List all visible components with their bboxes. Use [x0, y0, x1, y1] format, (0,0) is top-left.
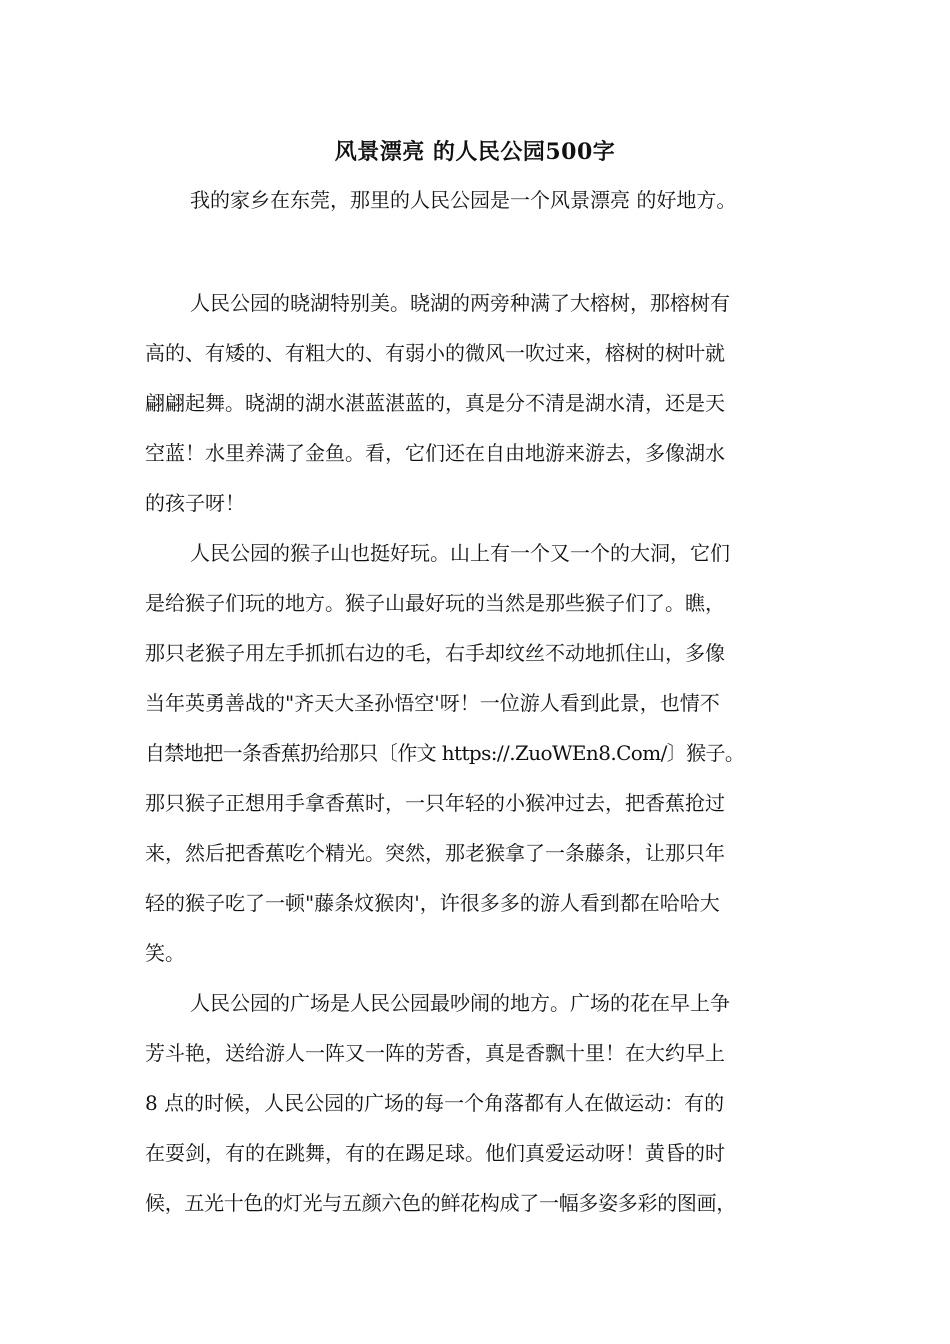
paragraph-1-line: 空蓝！水里养满了金鱼。看，它们还在自由地游来游去，多像湖水 — [145, 441, 725, 465]
paragraph-1-line: 的孩子呀！ — [145, 491, 245, 515]
paragraph-2-line: 当年英勇善战的"齐天大圣孙悟空'呀！一位游人看到此景，也情不 — [145, 691, 720, 715]
paragraph-2-line: 自禁地把一条香蕉扔给那只〔作文 https://.ZuoWEn8.Com/〕猴子。 — [145, 741, 745, 765]
paragraph-3-line: 候，五光十色的灯光与五颜六色的鲜花构成了一幅多姿多彩的图画， — [145, 1191, 736, 1215]
document-title: 风景漂亮 的人民公园500字 — [334, 139, 616, 165]
paragraph-1-line: 高的、有矮的、有粗大的、有弱小的微风一吹过来，榕树的树叶就 — [145, 341, 725, 365]
paragraph-1-line: 人民公园的晓湖特别美。晓湖的两旁种满了大榕树，那榕树有 — [190, 291, 730, 315]
paragraph-2-line: 笑。 — [145, 941, 185, 965]
paragraph-3-line: 人民公园的广场是人民公园最吵闹的地方。广场的花在早上争 — [190, 991, 730, 1015]
paragraph-3-line: 在耍剑，有的在跳舞，有的在踢足球。他们真爱运动呀！黄昏的时 — [145, 1141, 725, 1165]
paragraph-2-line: 轻的猴子吃了一顿"藤条炆猴肉'，许很多多的游人看到都在哈哈大 — [145, 891, 720, 915]
paragraph-2-line: 是给猴子们玩的地方。猴子山最好玩的当然是那些猴子们了。瞧， — [145, 591, 725, 615]
paragraph-3-line: 芳斗艳，送给游人一阵又一阵的芳香，真是香飘十里！在大约早上 — [145, 1041, 725, 1065]
paragraph-2-line: 那只猴子正想用手拿香蕉时，一只年轻的小猴冲过去，把香蕉抢过 — [145, 791, 725, 815]
intro-line: 我的家乡在东莞，那里的人民公园是一个风景漂亮 的好地方。 — [190, 188, 737, 212]
paragraph-1-line: 翩翩起舞。晓湖的湖水湛蓝湛蓝的，真是分不清是湖水清，还是天 — [145, 391, 725, 415]
paragraph-2-line: 人民公园的猴子山也挺好玩。山上有一个又一个的大洞，它们 — [190, 541, 730, 565]
paragraph-3-line: 8 点的时候，人民公园的广场的每一个角落都有人在做运动：有的 — [145, 1091, 725, 1115]
paragraph-2-line: 那只老猴子用左手抓抓右边的毛，右手却纹丝不动地抓住山，多像 — [145, 641, 725, 665]
paragraph-2-line: 来，然后把香蕉吃个精光。突然，那老猴拿了一条藤条，让那只年 — [145, 841, 725, 865]
